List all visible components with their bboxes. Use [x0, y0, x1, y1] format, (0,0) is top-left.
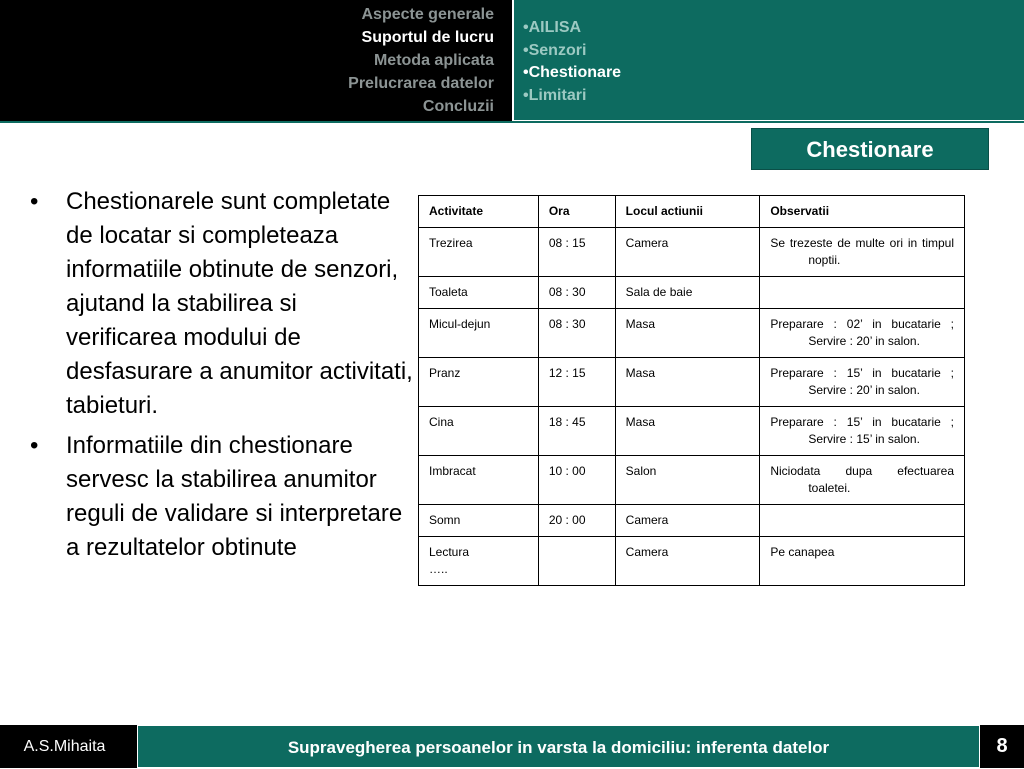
table-cell-activitate: Lectura ….. — [419, 537, 539, 586]
column-header-observatii: Observatii — [760, 196, 965, 228]
table-cell-ora — [538, 537, 615, 586]
column-header-locul-actiunii: Locul actiunii — [615, 196, 760, 228]
header-subnav-panel — [512, 0, 1024, 121]
main-nav — [348, 3, 494, 118]
page-number: 8 — [980, 725, 1024, 768]
table-row — [419, 358, 965, 407]
table-cell-locul-actiunii: Masa — [615, 309, 760, 358]
table-row — [419, 456, 965, 505]
sub-nav — [523, 17, 621, 107]
table-cell-activitate: Somn — [419, 505, 539, 537]
subnav-item-chestionare[interactable]: •Chestionare — [523, 64, 622, 81]
table-cell-ora: 08 : 30 — [538, 309, 615, 358]
subnav-item-limitari[interactable]: •Limitari — [523, 86, 587, 104]
column-header-ora: Ora — [538, 196, 615, 228]
table-cell-observatii: Preparare : 15’ in bucatarie ; Servire : 20’ in salon. — [760, 358, 965, 407]
footer-author: A.S.Mihaita — [0, 725, 137, 768]
nav-item-metoda-aplicata[interactable]: Metoda aplicata — [373, 52, 494, 69]
table-cell-ora: 20 : 00 — [538, 505, 615, 537]
table-cell-observatii: Pe canapea — [760, 537, 965, 586]
table-body — [419, 228, 965, 586]
table-header-row — [419, 196, 965, 228]
table-cell-observatii: Se trezeste de multe ori in timpul noptii. — [760, 228, 965, 277]
table-row — [419, 277, 965, 309]
bullet-item: • Informatiile din chestionare servesc la stabilirea anumitor reguli de validare si interpretare a rezultatelor obtinute — [28, 429, 413, 565]
nav-item-aspecte-generale[interactable]: Aspecte generale — [361, 6, 494, 23]
table-cell-activitate: Imbracat — [419, 456, 539, 505]
header-nav-panel — [0, 0, 512, 121]
subnav-item-senzori[interactable]: •Senzori — [523, 41, 587, 59]
table-cell-locul-actiunii: Camera — [615, 505, 760, 537]
table-row — [419, 537, 965, 586]
nav-item-prelucrarea-datelor[interactable]: Prelucrarea datelor — [348, 75, 494, 92]
nav-item-concluzii[interactable]: Concluzii — [422, 98, 494, 115]
table-row — [419, 407, 965, 456]
table-cell-locul-actiunii: Masa — [615, 358, 760, 407]
table-cell-ora: 08 : 30 — [538, 277, 615, 309]
table-cell-ora: 10 : 00 — [538, 456, 615, 505]
table-cell-observatii — [760, 277, 965, 309]
table-cell-locul-actiunii: Masa — [615, 407, 760, 456]
table-cell-activitate: Cina — [419, 407, 539, 456]
table-cell-locul-actiunii: Camera — [615, 228, 760, 277]
bullet-item: • Chestionarele sunt completate de locatar si completeaza informatiile obtinute de senzori, ajutand la stabilirea si verificarea modului de desfasurare a anumitor activitati, tabieturi. — [28, 185, 413, 423]
table-cell-locul-actiunii: Sala de baie — [615, 277, 760, 309]
header-divider — [0, 121, 1024, 123]
table-row — [419, 309, 965, 358]
table-cell-ora: 18 : 45 — [538, 407, 615, 456]
table-row — [419, 228, 965, 277]
table-cell-activitate: Micul-dejun — [419, 309, 539, 358]
table-cell-activitate: Pranz — [419, 358, 539, 407]
column-header-activitate: Activitate — [419, 196, 539, 228]
table-cell-ora: 08 : 15 — [538, 228, 615, 277]
section-title: Chestionare — [751, 128, 989, 170]
table-row — [419, 505, 965, 537]
table-cell-ora: 12 : 15 — [538, 358, 615, 407]
table-cell-observatii — [760, 505, 965, 537]
table-cell-observatii: Preparare : 15’ in bucatarie ; Servire : 15’ in salon. — [760, 407, 965, 456]
activity-table — [418, 195, 965, 586]
footer-title: Supravegherea persoanelor in varsta la domiciliu: inferenta datelor — [137, 725, 980, 768]
table-cell-activitate: Trezirea — [419, 228, 539, 277]
table-cell-observatii: Preparare : 02’ in bucatarie ; Servire : 20’ in salon. — [760, 309, 965, 358]
table-cell-observatii: Niciodata dupa efectuarea toaletei. — [760, 456, 965, 505]
table-cell-locul-actiunii: Salon — [615, 456, 760, 505]
nav-item-suportul-de-lucru[interactable]: Suportul de lucru — [361, 29, 494, 46]
subnav-item-ailisa[interactable]: •AILISA — [523, 19, 582, 36]
table-cell-activitate: Toaleta — [419, 277, 539, 309]
table-cell-locul-actiunii: Camera — [615, 537, 760, 586]
bullet-list — [28, 185, 413, 571]
